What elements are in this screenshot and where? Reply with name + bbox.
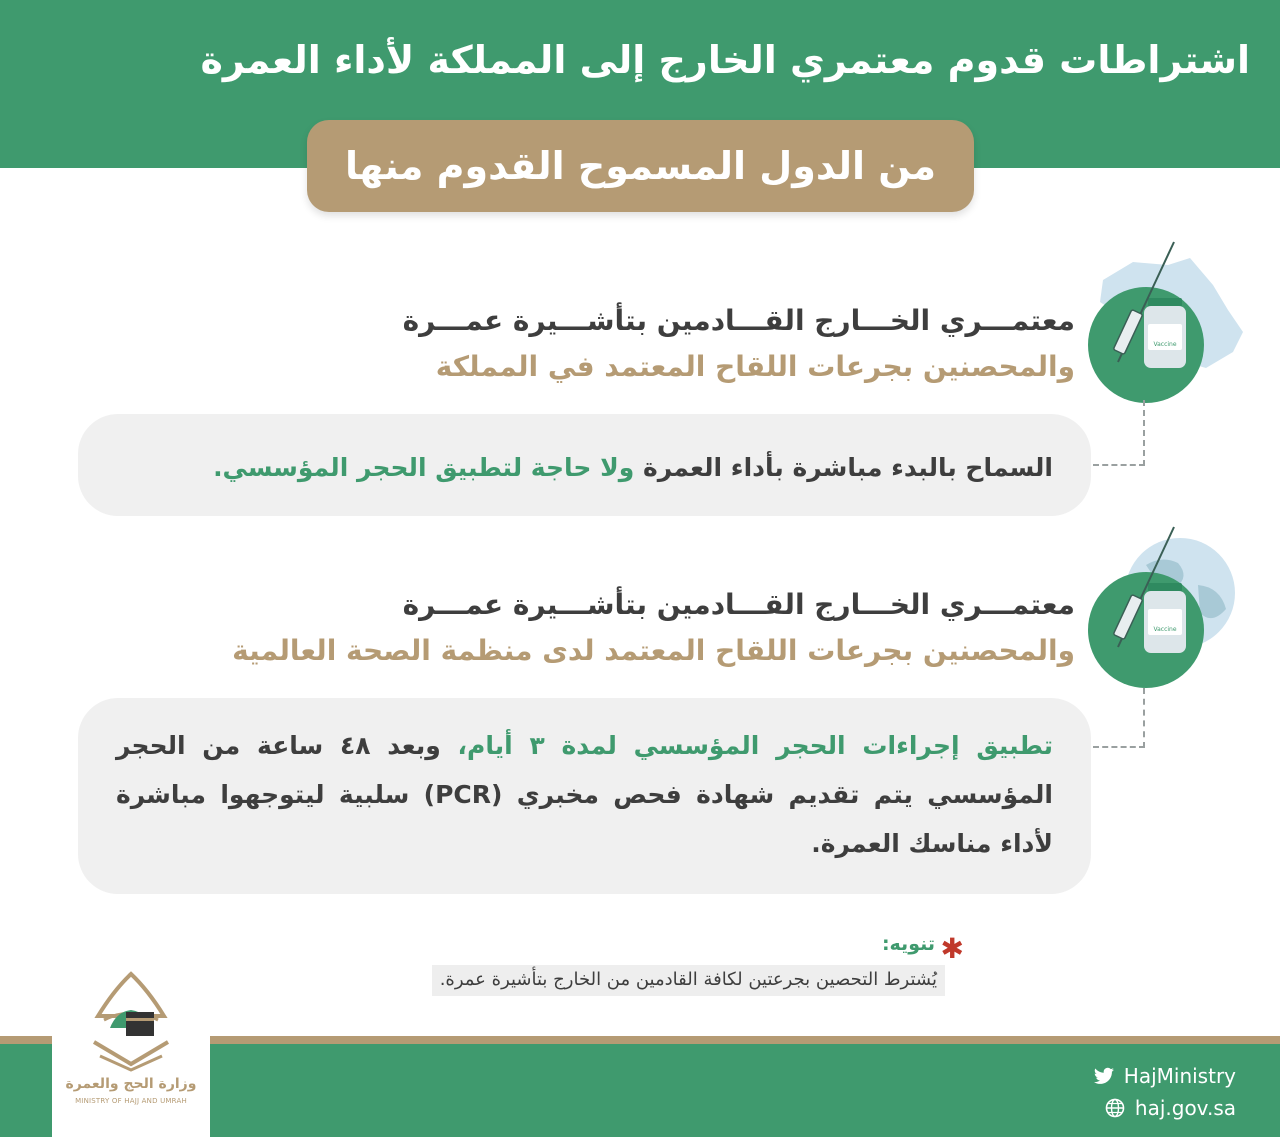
ministry-logo <box>52 960 210 1137</box>
subtitle-text: من الدول المسموح القدوم منها <box>344 144 937 188</box>
section-1-highlight: ولا حاجة لتطبيق الحجر المؤسسي. <box>213 453 635 482</box>
logo-arabic-name: وزارة الحج والعمرة <box>65 1076 197 1092</box>
note-text: يُشترط التحصين بجرعتين لكافة القادمين من الخارج بتأشيرة عمرة. <box>432 965 945 996</box>
subtitle-pill <box>307 120 974 212</box>
section-1-info-box <box>78 414 1091 516</box>
connector-2 <box>1093 688 1145 748</box>
section-1-heading <box>175 298 1075 390</box>
kaaba-logo-icon <box>52 960 210 1076</box>
globe-vaccine-icon <box>1078 525 1248 695</box>
connector-1 <box>1093 400 1145 466</box>
section-2-line2: والمحصنين بجرعات اللقاح المعتمد لدى منظمة الصحة العالمية <box>232 634 1075 668</box>
website-link[interactable] <box>1105 1096 1236 1120</box>
section-2-highlight: تطبيق إجراءات الحجر المؤسسي لمدة ٣ أيام، <box>457 731 1054 760</box>
twitter-handle-text: HajMinistry <box>1123 1064 1236 1088</box>
globe-icon <box>1105 1098 1125 1118</box>
note-title: تنويه: <box>881 933 935 955</box>
section-2-line1: معتمـــري الخـــارج القـــادمين بتأشـــيرة عمـــرة <box>402 588 1075 621</box>
saudi-map-vaccine-icon <box>1078 240 1248 410</box>
vial-label-2: Vaccine <box>1153 626 1177 633</box>
section-1-info-text: السماح بالبدء مباشرة بأداء العمرة ولا حاجة لتطبيق الحجر المؤسسي. <box>213 453 1053 482</box>
section-2-heading <box>175 582 1075 674</box>
website-text: haj.gov.sa <box>1134 1096 1236 1120</box>
vial-label-1: Vaccine <box>1153 341 1177 348</box>
section-2-info-text: تطبيق إجراءات الحجر المؤسسي لمدة ٣ أيام، وبعد ٤٨ ساعة من الحجر المؤسسي يتم تقديم شهادة فحص مخبري (PCR) سلبية ليتوجهوا مباشرة لأداء مناسك العمرة. <box>116 731 1054 858</box>
twitter-icon <box>1094 1067 1114 1085</box>
section-1-line1: معتمـــري الخـــارج القـــادمين بتأشـــيرة عمـــرة <box>402 304 1075 337</box>
section-2-info-box <box>78 698 1091 894</box>
section-1-line2: والمحصنين بجرعات اللقاح المعتمد في المملكة <box>435 350 1075 384</box>
page-title: اشتراطات قدوم معتمري الخارج إلى المملكة لأداء العمرة <box>200 38 1250 82</box>
logo-english-name: MINISTRY OF HAJJ AND UMRAH <box>75 1097 187 1105</box>
note-asterisk-icon: ✱ <box>940 932 964 965</box>
twitter-handle[interactable] <box>1094 1064 1236 1088</box>
